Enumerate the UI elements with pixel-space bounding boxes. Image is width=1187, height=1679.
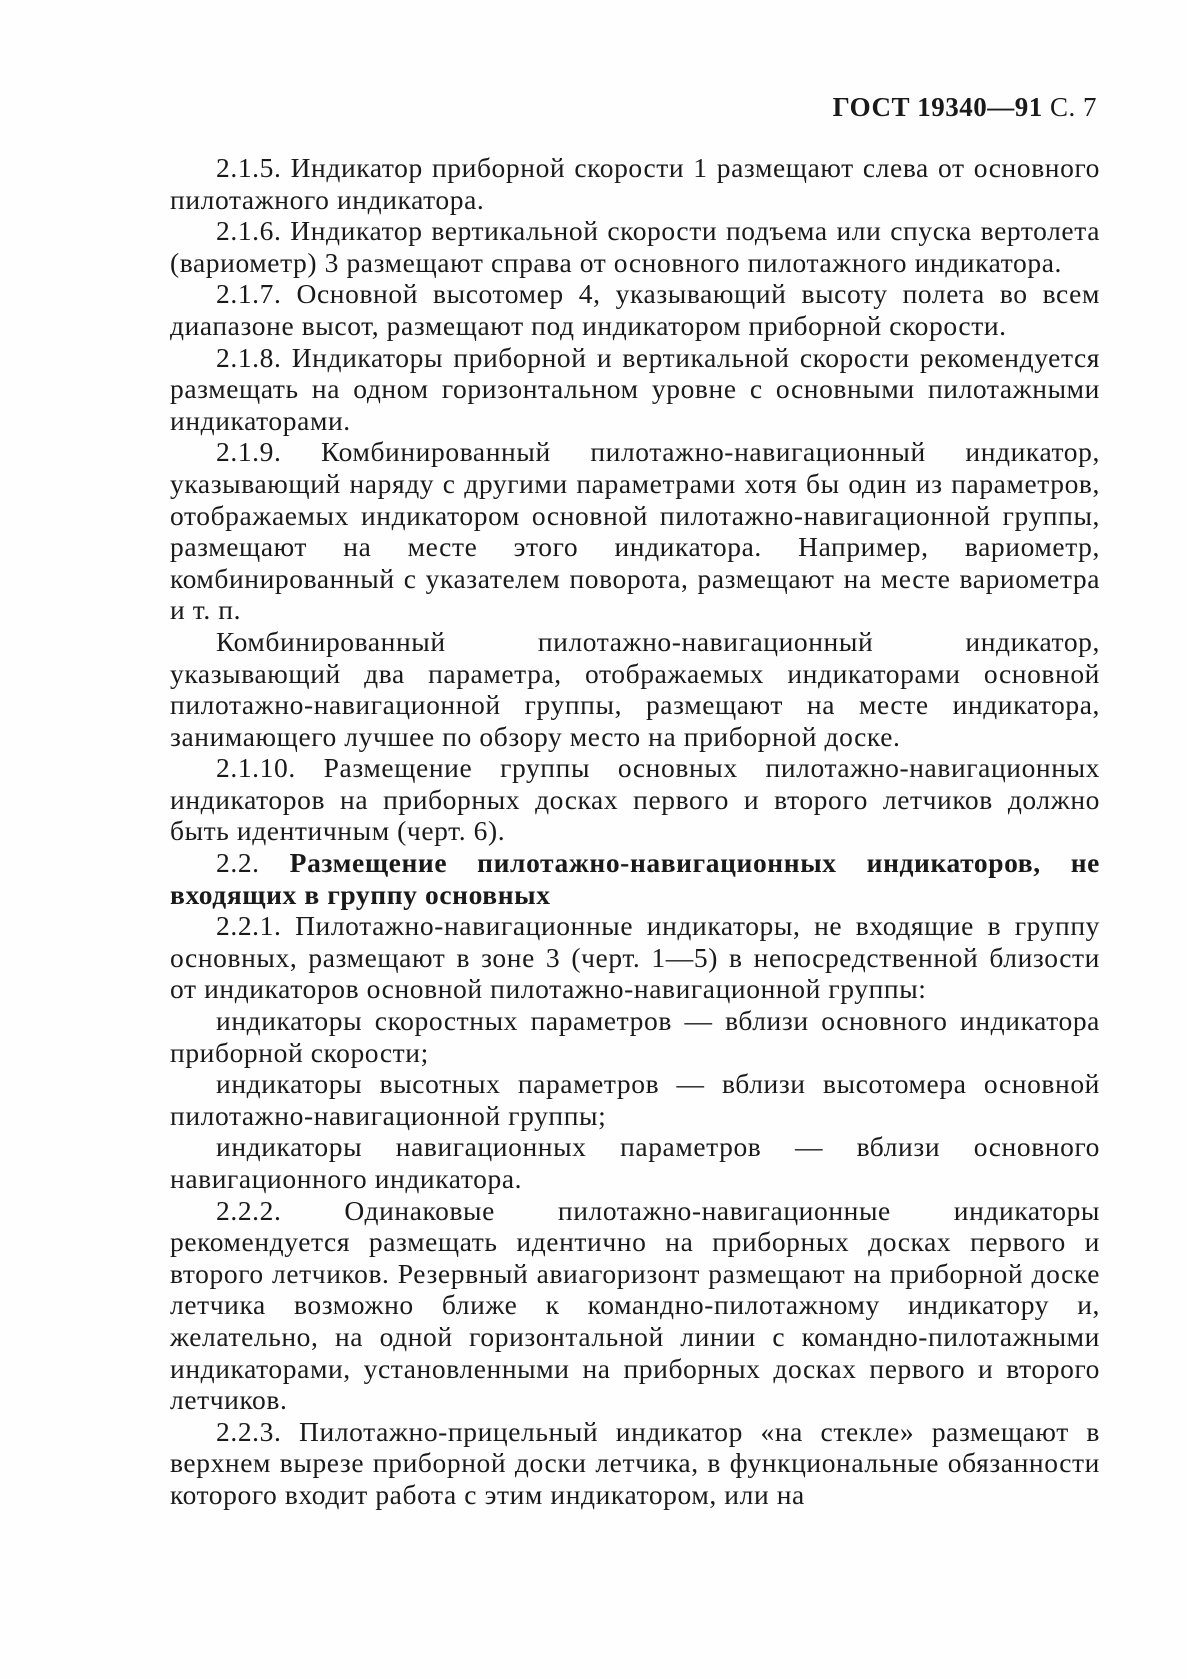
section-number: 2.2. — [216, 847, 260, 879]
paragraph-2-2-3: 2.2.3. Пилотажно-прицельный индикатор «на стекле» размещают в верхнем вырезе приборной доски летчика, в функциональные обязанности которого входит работа с этим индикатором, или на — [170, 1415, 1100, 1510]
document-body — [170, 152, 1100, 1511]
paragraph-2-1-10: 2.1.10. Размещение группы основных пилотажно-навигационных индикаторов на приборных досках первого и второго летчиков должно быть идентичным (черт. 6). — [170, 752, 1100, 847]
list-item-altitude: индикаторы высотных параметров — вблизи высотомера основной пилотажно-навигационной группы; — [170, 1068, 1100, 1131]
page-header — [833, 92, 1097, 123]
page-number: С. 7 — [1049, 92, 1097, 122]
paragraph-2-2-2: 2.2.2. Одинаковые пилотажно-навигационные индикаторы рекомендуется размещать идентично на приборных досках первого и второго летчиков. Резервный авиагоризонт размещают на приборной доске летчика возможно ближе к командно-пилотажному индикатору и, желательно, на одной горизонтальной линии с командно-пилотажными индикаторами, установленными на приборных досках первого и второго летчиков. — [170, 1194, 1100, 1416]
standard-code: ГОСТ 19340—91 — [832, 92, 1043, 122]
paragraph-2-1-5: 2.1.5. Индикатор приборной скорости 1 размещают слева от основного пилотажного индикатора. — [170, 152, 1100, 215]
list-item-speed: индикаторы скоростных параметров — вблизи основного индикатора приборной скорости; — [170, 1005, 1100, 1068]
list-item-navigation: индикаторы навигационных параметров — вблизи основного навигационного индикатора. — [170, 1131, 1100, 1194]
paragraph-2-1-9: 2.1.9. Комбинированный пилотажно-навигационный индикатор, указывающий наряду с другими параметрами хотя бы один из параметров, отображаемых индикатором основной пилотажно-навигационной группы, размещают на месте этого индикатора. Например, вариометр, комбинированный с указателем поворота, размещают на месте вариометра и т. п. — [170, 436, 1100, 626]
section-title: Размещение пилотажно-навигационных индикаторов, не входящих в группу основных — [170, 847, 1100, 910]
paragraph-2-2-1: 2.2.1. Пилотажно-навигационные индикаторы, не входящие в группу основных, размещают в зоне 3 (черт. 1—5) в непосредственной близости от индикаторов основной пилотажно-навигационной группы: — [170, 910, 1100, 1005]
paragraph-2-1-9-continued: Комбинированный пилотажно-навигационный индикатор, указывающий два параметра, отображаемых индикаторами основной пилотажно-навигационной группы, размещают на месте индикатора, занимающего лучшее по обзору место на приборной доске. — [170, 625, 1100, 752]
section-heading-2-2 — [170, 847, 1100, 910]
paragraph-2-1-6: 2.1.6. Индикатор вертикальной скорости подъема или спуска вертолета (вариометр) 3 размещают справа от основного пилотажного индикатора. — [170, 215, 1100, 278]
paragraph-2-1-8: 2.1.8. Индикаторы приборной и вертикальной скорости рекомендуется размещать на одном горизонтальном уровне с основными пилотажными индикаторами. — [170, 341, 1100, 436]
paragraph-2-1-7: 2.1.7. Основной высотомер 4, указывающий высоту полета во всем диапазоне высот, размещают под индикатором приборной скорости. — [170, 278, 1100, 341]
